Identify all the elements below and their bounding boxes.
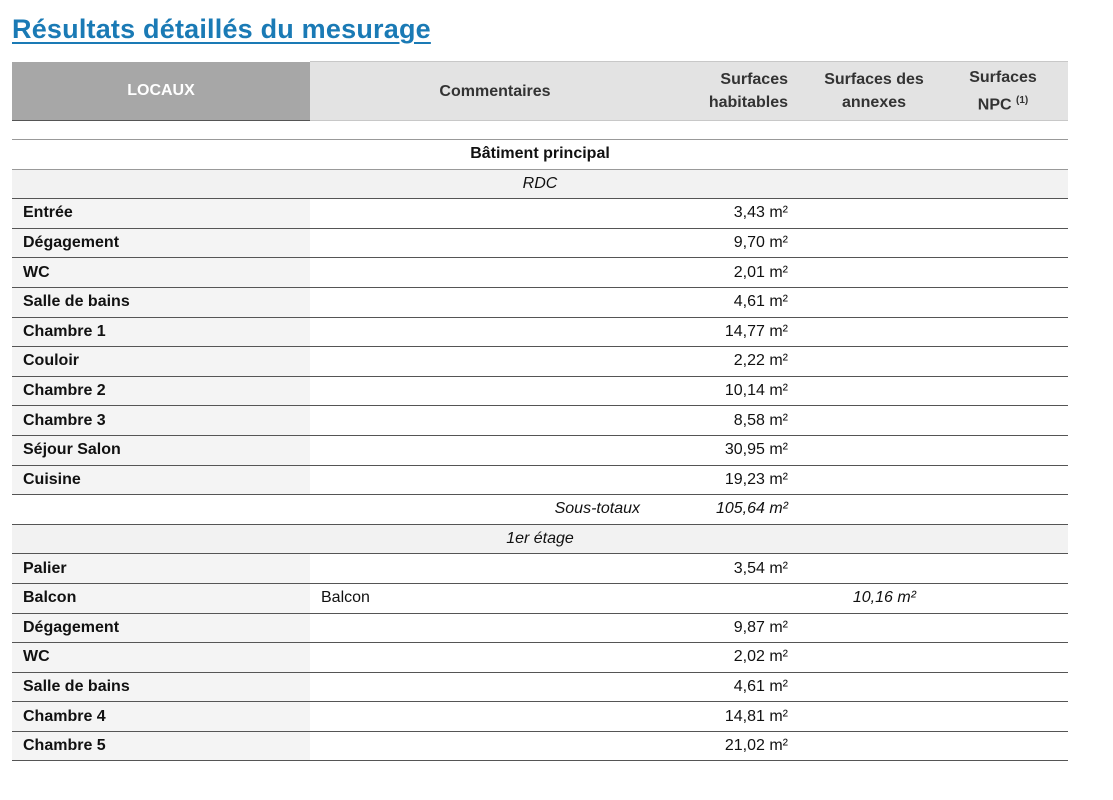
annexe-cell [810, 406, 938, 436]
habitable-cell: 4,61 m² [680, 287, 810, 317]
npc-cell [938, 228, 1068, 258]
header-npc-line2: NPC [977, 96, 1012, 114]
habitable-cell: 9,70 m² [680, 228, 810, 258]
local-cell: Salle de bains [12, 672, 310, 702]
table-row [12, 613, 1068, 643]
table-row [12, 672, 1068, 702]
comment-cell [310, 317, 680, 347]
header-locaux: LOCAUX [12, 62, 310, 121]
subtotal-empty-local [12, 495, 310, 525]
comment-cell [310, 287, 680, 317]
level-label: 1er étage [12, 524, 1068, 554]
building-label: Bâtiment principal [12, 140, 1068, 170]
annexe-cell [810, 702, 938, 732]
habitable-cell: 14,77 m² [680, 317, 810, 347]
local-cell: Entrée [12, 199, 310, 229]
annexe-cell [810, 731, 938, 761]
npc-cell [938, 287, 1068, 317]
comment-cell: Balcon [310, 583, 680, 613]
habitable-cell: 2,02 m² [680, 643, 810, 673]
habitable-cell: 14,81 m² [680, 702, 810, 732]
table-row [12, 554, 1068, 584]
npc-cell [938, 258, 1068, 288]
level-row [12, 169, 1068, 199]
table-row [12, 258, 1068, 288]
comment-cell [310, 465, 680, 495]
comment-cell [310, 376, 680, 406]
local-cell: WC [12, 258, 310, 288]
npc-cell [938, 613, 1068, 643]
table-row [12, 731, 1068, 761]
comment-cell [310, 228, 680, 258]
annexe-cell [810, 228, 938, 258]
spacer-row [12, 121, 1068, 140]
annexe-cell [810, 376, 938, 406]
header-npc-note: (1) [1016, 94, 1029, 106]
local-cell: Chambre 4 [12, 702, 310, 732]
habitable-cell: 2,01 m² [680, 258, 810, 288]
header-surfaces-annexes [810, 62, 938, 121]
npc-cell [938, 317, 1068, 347]
annexe-cell [810, 317, 938, 347]
header-npc-line1: Surfaces [969, 68, 1037, 86]
habitable-cell: 3,43 m² [680, 199, 810, 229]
npc-cell [938, 731, 1068, 761]
npc-cell [938, 583, 1068, 613]
header-ann-line1: Surfaces des [824, 71, 924, 88]
header-ann-line2: annexes [841, 94, 907, 111]
header-hab-line2: habitables [708, 94, 788, 111]
table-row [12, 702, 1068, 732]
comment-cell [310, 731, 680, 761]
local-cell: Dégagement [12, 613, 310, 643]
building-row [12, 140, 1068, 170]
habitable-cell: 30,95 m² [680, 435, 810, 465]
npc-cell [938, 702, 1068, 732]
annexe-cell [810, 258, 938, 288]
subtotal-row [12, 495, 1068, 525]
annexe-cell [810, 672, 938, 702]
comment-cell [310, 672, 680, 702]
header-surfaces-npc [938, 62, 1068, 121]
annexe-cell [810, 554, 938, 584]
comment-cell [310, 258, 680, 288]
measurement-table [12, 61, 1068, 761]
annexe-cell [810, 199, 938, 229]
table-row [12, 643, 1068, 673]
subtotal-value: 105,64 m² [680, 495, 810, 525]
npc-cell [938, 465, 1068, 495]
habitable-cell: 8,58 m² [680, 406, 810, 436]
level-row [12, 524, 1068, 554]
annexe-cell: 10,16 m² [810, 583, 938, 613]
table-row [12, 228, 1068, 258]
subtotal-empty-annexe [810, 495, 938, 525]
npc-cell [938, 672, 1068, 702]
table-row [12, 465, 1068, 495]
annexe-cell [810, 287, 938, 317]
habitable-cell: 2,22 m² [680, 347, 810, 377]
page-title: Résultats détaillés du mesurage [12, 14, 431, 44]
table-row [12, 287, 1068, 317]
annexe-cell [810, 613, 938, 643]
annexe-cell [810, 465, 938, 495]
level-label: RDC [12, 169, 1068, 199]
local-cell: Dégagement [12, 228, 310, 258]
habitable-cell [680, 583, 810, 613]
local-cell: Palier [12, 554, 310, 584]
table-row [12, 583, 1068, 613]
habitable-cell: 3,54 m² [680, 554, 810, 584]
comment-cell [310, 199, 680, 229]
table-row [12, 376, 1068, 406]
npc-cell [938, 199, 1068, 229]
annexe-cell [810, 347, 938, 377]
table-row [12, 347, 1068, 377]
header-commentaires: Commentaires [310, 62, 680, 121]
header-hab-line1: Surfaces [720, 71, 788, 88]
table-header-row [12, 62, 1068, 121]
header-surfaces-habitables [680, 62, 810, 121]
npc-cell [938, 406, 1068, 436]
table-row [12, 406, 1068, 436]
annexe-cell [810, 643, 938, 673]
comment-cell [310, 347, 680, 377]
npc-cell [938, 643, 1068, 673]
local-cell: Salle de bains [12, 287, 310, 317]
comment-cell [310, 643, 680, 673]
local-cell: WC [12, 643, 310, 673]
comment-cell [310, 613, 680, 643]
habitable-cell: 21,02 m² [680, 731, 810, 761]
table-row [12, 199, 1068, 229]
comment-cell [310, 406, 680, 436]
habitable-cell: 19,23 m² [680, 465, 810, 495]
habitable-cell: 9,87 m² [680, 613, 810, 643]
subtotal-empty-npc [938, 495, 1068, 525]
local-cell: Chambre 2 [12, 376, 310, 406]
local-cell: Chambre 3 [12, 406, 310, 436]
npc-cell [938, 376, 1068, 406]
comment-cell [310, 554, 680, 584]
local-cell: Chambre 1 [12, 317, 310, 347]
local-cell: Balcon [12, 583, 310, 613]
npc-cell [938, 347, 1068, 377]
annexe-cell [810, 435, 938, 465]
comment-cell [310, 435, 680, 465]
comment-cell [310, 702, 680, 732]
table-row [12, 317, 1068, 347]
local-cell: Séjour Salon [12, 435, 310, 465]
subtotal-label: Sous-totaux [310, 495, 680, 525]
npc-cell [938, 554, 1068, 584]
local-cell: Cuisine [12, 465, 310, 495]
habitable-cell: 10,14 m² [680, 376, 810, 406]
local-cell: Couloir [12, 347, 310, 377]
local-cell: Chambre 5 [12, 731, 310, 761]
habitable-cell: 4,61 m² [680, 672, 810, 702]
npc-cell [938, 435, 1068, 465]
table-row [12, 435, 1068, 465]
